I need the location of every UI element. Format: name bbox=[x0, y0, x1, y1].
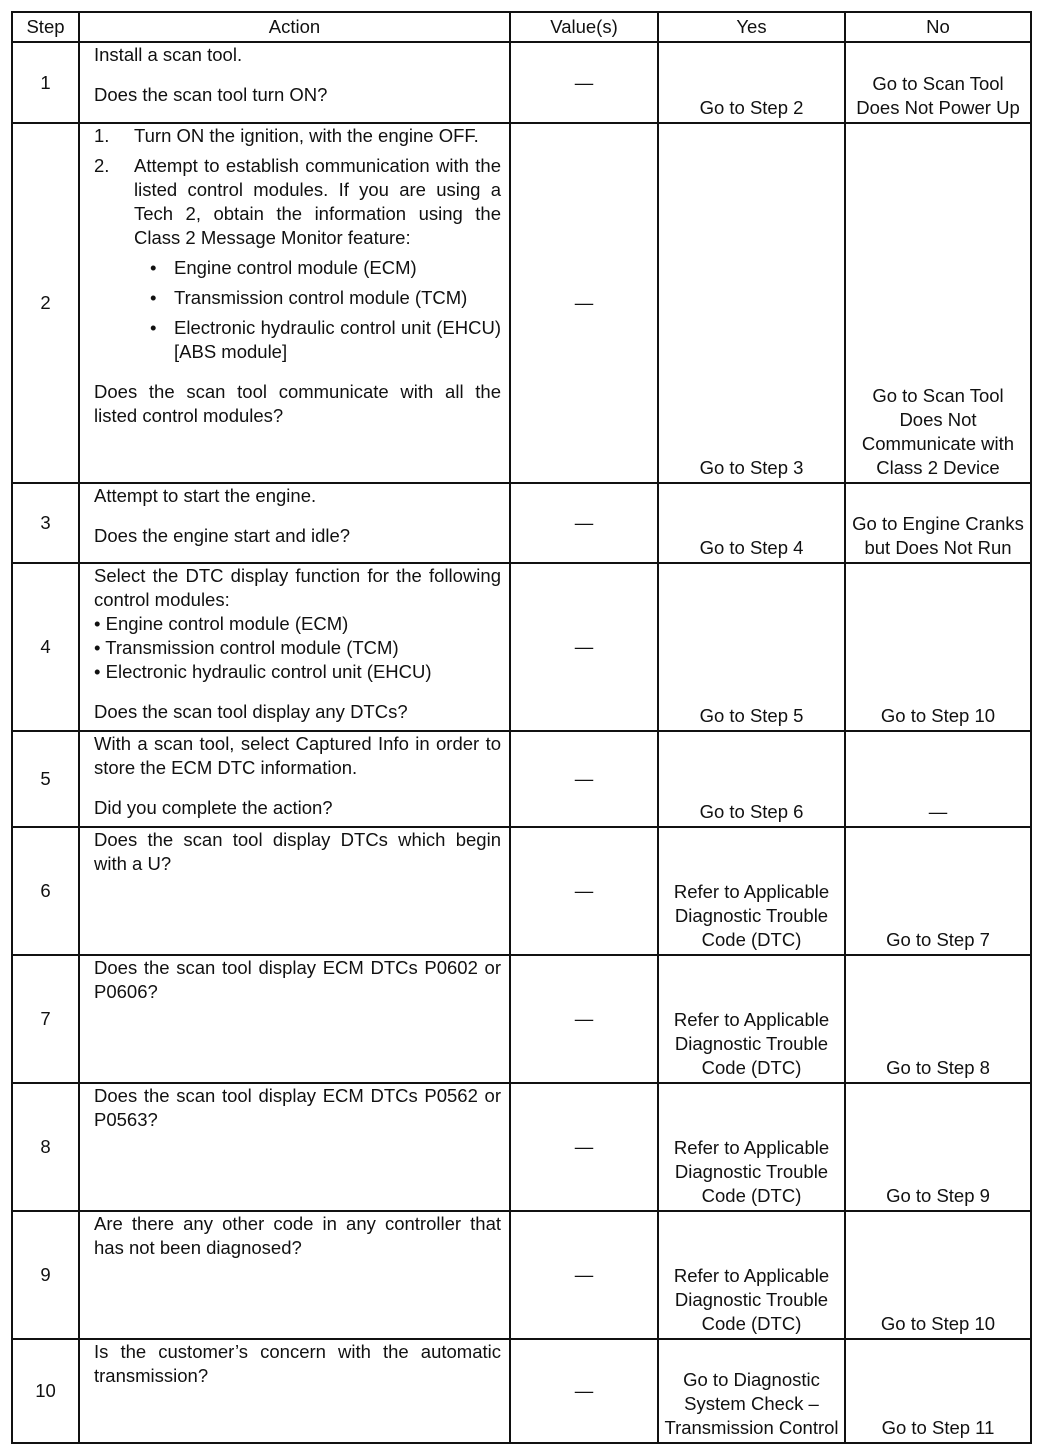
no-link[interactable]: Go to Step 10 bbox=[845, 1211, 1031, 1339]
action-intro: With a scan tool, select Captured Info in order to store the ECM DTC information. bbox=[94, 733, 501, 778]
action-intro: Install a scan tool. bbox=[94, 44, 243, 65]
action-cell bbox=[79, 1083, 510, 1211]
bullet-item: • Electronic hydraulic control unit (EHCU) [ABS module] bbox=[150, 317, 501, 362]
step-number: 9 bbox=[12, 1211, 79, 1339]
table-row bbox=[12, 123, 1031, 483]
yes-link[interactable]: Refer to Applicable Diagnostic Trouble Code (DTC) bbox=[658, 1083, 845, 1211]
action-cell bbox=[79, 483, 510, 563]
no-link[interactable]: Go to Engine Cranks but Does Not Run bbox=[845, 483, 1031, 563]
step-number: 5 bbox=[12, 731, 79, 827]
value-cell: — bbox=[510, 563, 658, 731]
table-row bbox=[12, 731, 1031, 827]
value-cell: — bbox=[510, 1339, 658, 1443]
no-link[interactable]: Go to Step 8 bbox=[845, 955, 1031, 1083]
action-question: Does the scan tool communicate with all the listed control modules? bbox=[94, 381, 501, 426]
table-row bbox=[12, 827, 1031, 955]
bullet-item: • Engine control module (ECM) bbox=[150, 257, 417, 278]
diagnostic-table bbox=[11, 11, 1032, 1444]
bullet-item: • Transmission control module (TCM) bbox=[94, 637, 399, 658]
action-question: Does the scan tool turn ON? bbox=[94, 84, 328, 105]
header-step: Step bbox=[12, 12, 79, 42]
yes-link[interactable]: Go to Step 5 bbox=[658, 563, 845, 731]
yes-link[interactable]: Go to Step 3 bbox=[658, 123, 845, 483]
action-question: Does the scan tool display ECM DTCs P0562 or P0563? bbox=[94, 1085, 501, 1130]
action-question: Does the scan tool display DTCs which begin with a U? bbox=[94, 829, 501, 874]
table-row bbox=[12, 42, 1031, 123]
header-yes: Yes bbox=[658, 12, 845, 42]
action-intro: Select the DTC display function for the following control modules: bbox=[94, 565, 501, 610]
header-row bbox=[12, 12, 1031, 42]
action-question: Does the scan tool display ECM DTCs P0602 or P0606? bbox=[94, 957, 501, 1002]
bullet-item: • Engine control module (ECM) bbox=[94, 613, 349, 634]
header-action: Action bbox=[79, 12, 510, 42]
step-number: 3 bbox=[12, 483, 79, 563]
no-link[interactable]: Go to Step 10 bbox=[845, 563, 1031, 731]
no-link[interactable]: Go to Step 7 bbox=[845, 827, 1031, 955]
no-link[interactable]: Go to Scan Tool Does Not Power Up bbox=[845, 42, 1031, 123]
numbered-item: 1. Turn ON the ignition, with the engine OFF. bbox=[94, 125, 479, 146]
bullet-item: • Electronic hydraulic control unit (EHCU) bbox=[94, 661, 432, 682]
yes-link[interactable]: Go to Step 4 bbox=[658, 483, 845, 563]
header-no: No bbox=[845, 12, 1031, 42]
no-link[interactable]: Go to Scan Tool Does Not Communicate with Class 2 Device bbox=[845, 123, 1031, 483]
action-intro: Attempt to start the engine. bbox=[94, 485, 317, 506]
action-cell bbox=[79, 1339, 510, 1443]
action-question: Does the engine start and idle? bbox=[94, 525, 351, 546]
action-cell bbox=[79, 955, 510, 1083]
action-question: Is the customer’s concern with the automatic transmission? bbox=[94, 1341, 501, 1386]
action-cell bbox=[79, 1211, 510, 1339]
yes-link[interactable]: Go to Diagnostic System Check – Transmission Control bbox=[658, 1339, 845, 1443]
action-cell bbox=[79, 42, 510, 123]
action-question: Does the scan tool display any DTCs? bbox=[94, 701, 408, 722]
table-row bbox=[12, 1339, 1031, 1443]
header-value: Value(s) bbox=[510, 12, 658, 42]
no-value: — bbox=[845, 731, 1031, 827]
value-cell: — bbox=[510, 955, 658, 1083]
bullet-item: • Transmission control module (TCM) bbox=[150, 287, 468, 308]
step-number: 4 bbox=[12, 563, 79, 731]
action-question: Did you complete the action? bbox=[94, 797, 333, 818]
value-cell: — bbox=[510, 123, 658, 483]
step-number: 8 bbox=[12, 1083, 79, 1211]
yes-link[interactable]: Refer to Applicable Diagnostic Trouble Code (DTC) bbox=[658, 1211, 845, 1339]
table-row bbox=[12, 1211, 1031, 1339]
step-number: 7 bbox=[12, 955, 79, 1083]
value-cell: — bbox=[510, 42, 658, 123]
step-number: 6 bbox=[12, 827, 79, 955]
table-row bbox=[12, 955, 1031, 1083]
value-cell: — bbox=[510, 827, 658, 955]
yes-link[interactable]: Go to Step 6 bbox=[658, 731, 845, 827]
value-cell: — bbox=[510, 731, 658, 827]
action-question: Are there any other code in any controller that has not been diagnosed? bbox=[94, 1213, 501, 1258]
step-number: 10 bbox=[12, 1339, 79, 1443]
value-cell: — bbox=[510, 1083, 658, 1211]
yes-link[interactable]: Go to Step 2 bbox=[658, 42, 845, 123]
table-row bbox=[12, 563, 1031, 731]
value-cell: — bbox=[510, 483, 658, 563]
table-row bbox=[12, 483, 1031, 563]
action-cell bbox=[79, 123, 510, 483]
step-number: 1 bbox=[12, 42, 79, 123]
step-number: 2 bbox=[12, 123, 79, 483]
yes-link[interactable]: Refer to Applicable Diagnostic Trouble Code (DTC) bbox=[658, 955, 845, 1083]
numbered-item: 2. Attempt to establish communication with the listed control modules. If you are using a Tech 2, obtain the information using the Class 2 Message Monitor feature: bbox=[94, 155, 501, 248]
table-row bbox=[12, 1083, 1031, 1211]
action-cell bbox=[79, 827, 510, 955]
no-link[interactable]: Go to Step 11 bbox=[845, 1339, 1031, 1443]
value-cell: — bbox=[510, 1211, 658, 1339]
no-link[interactable]: Go to Step 9 bbox=[845, 1083, 1031, 1211]
yes-link[interactable]: Refer to Applicable Diagnostic Trouble Code (DTC) bbox=[658, 827, 845, 955]
action-cell bbox=[79, 563, 510, 731]
action-cell bbox=[79, 731, 510, 827]
